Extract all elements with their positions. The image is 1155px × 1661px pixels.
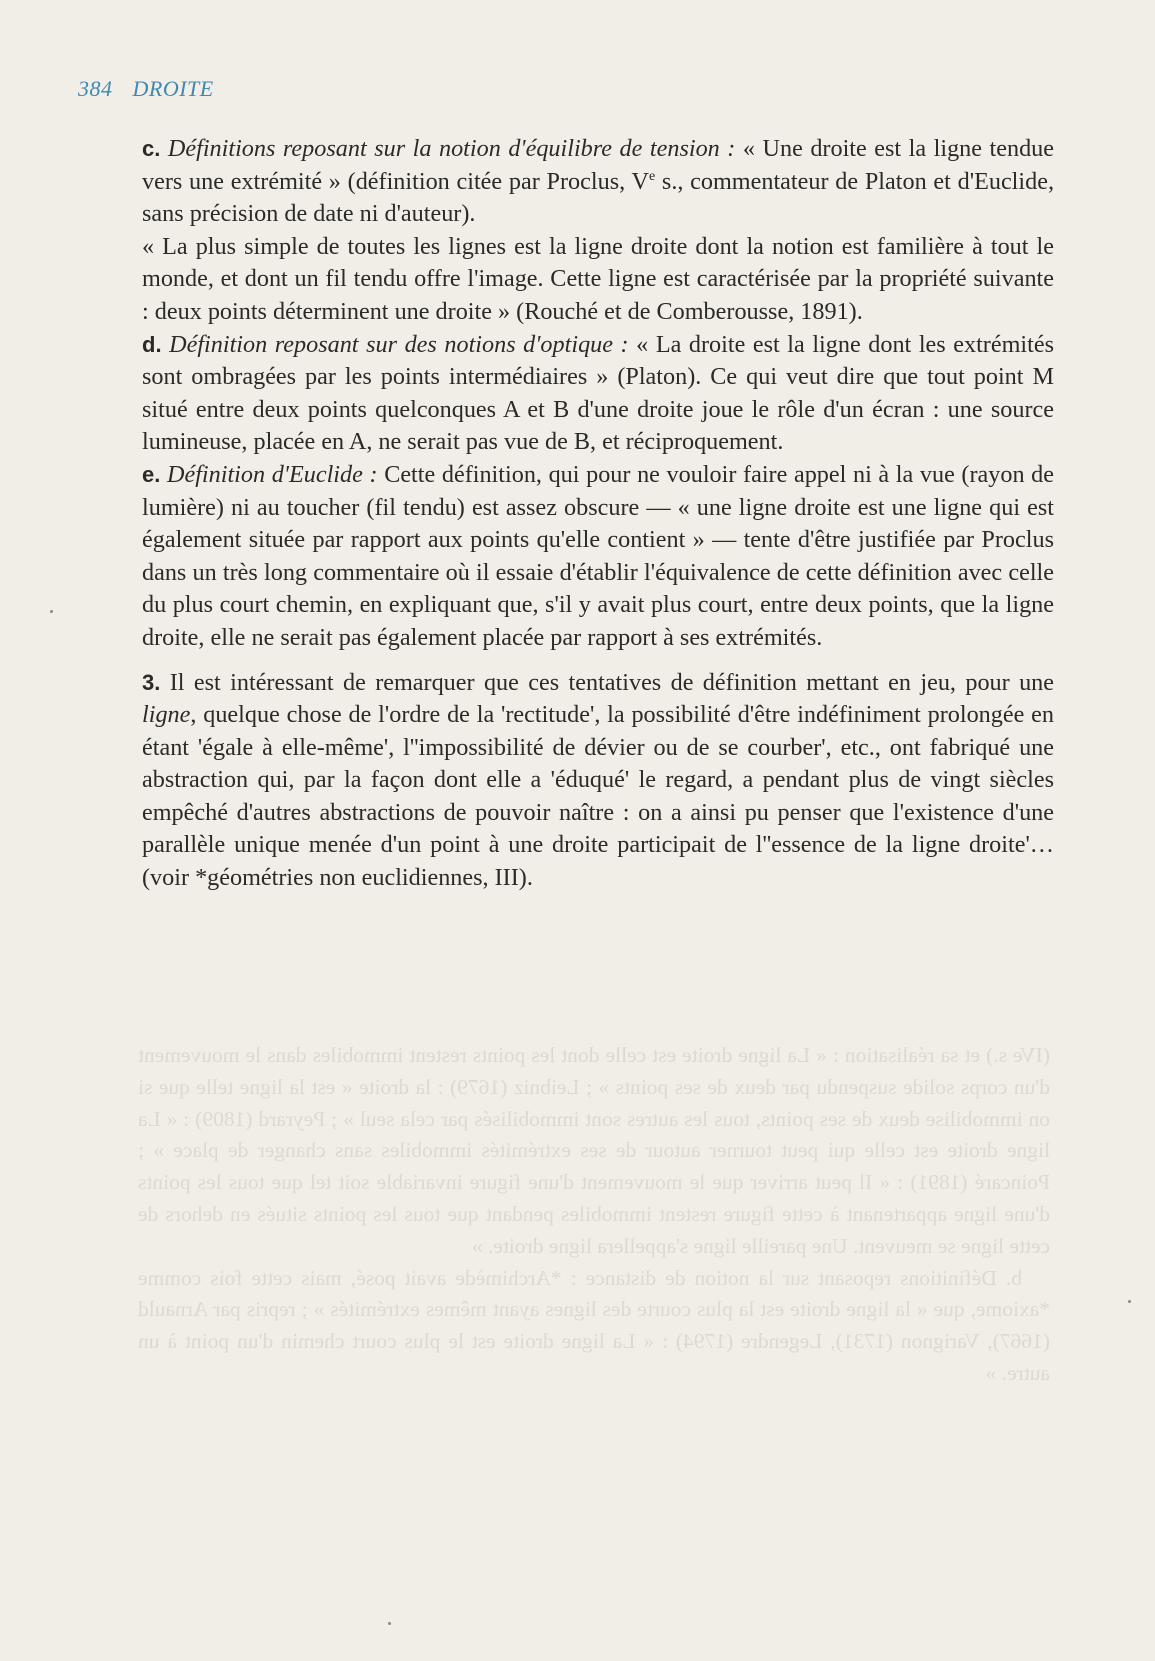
paragraph-text: Il est intéressant de remarquer que ces tentatives de définition mettant en jeu, pour une bbox=[169, 668, 1055, 696]
bleed-paragraph: (IVe s.) et sa réalisation : « La ligne droite est celle dont les points restent immobiles dans le mouvement d'un corps solide suspendu par deux de ses points » ; Leibniz (1679) : la droite « est la ligne telle que si on immobilise deux de ses points, tous les autres sont immobilisés par cela seul » ; Peyrard (1809) : « La ligne droite est celle qui peut tourner autour de ses extrémités immobiles sans changer de place » ; Poincaré (1891) : « Il peut arriver que le mouvement d'une figure invariable soit tel que tous les points d'une ligne appartenant à cette figure restent immobiles pendant que tous les points situés en dehors de cette ligne se meuvent. Une pareille ligne s'appellera ligne droite. » bbox=[138, 1043, 1050, 1258]
page-number: 384 bbox=[78, 76, 113, 101]
paper-speck bbox=[388, 1622, 391, 1625]
paragraph-marker: e. bbox=[142, 461, 161, 487]
paragraph-e bbox=[142, 459, 1054, 655]
paragraph-text: « Une droite est la ligne tendue vers une extrémité » (définition citée par Proclus, V bbox=[142, 135, 1055, 195]
paper-speck bbox=[1128, 1300, 1131, 1303]
paragraph-marker: d. bbox=[142, 331, 162, 357]
paragraph-d bbox=[142, 329, 1054, 459]
paper-speck bbox=[50, 610, 53, 613]
paragraph-heading: Définition d'Euclide : bbox=[167, 460, 378, 488]
section-marker: 3. bbox=[142, 669, 161, 695]
paragraph-heading: Définitions reposant sur la notion d'équilibre de tension : bbox=[167, 135, 736, 162]
paragraph-heading: Définition reposant sur des notions d'optique : bbox=[169, 330, 629, 358]
running-title: DROITE bbox=[132, 76, 214, 101]
paragraph-c bbox=[142, 133, 1054, 231]
paragraph-text: , quelque chose de l'ordre de la 'rectitude', la possibilité d'être indéfiniment prolongée en étant 'égale à elle-même', l''impossibilité de dévier ou de se courber', etc., ont fabriqué une abstraction qui, par la façon dont elle a 'éduqué' le regard, a pendant plus de vingt siècles empêché d'autres abstractions de pouvoir naître : on a ainsi pu penser que l'existence d'une parallèle unique menée d'un point à une droite participait de l''essence de la ligne droite'… (voir *géométries non euclidiennes, III). bbox=[142, 701, 1054, 892]
bleed-paragraph: b. Définitions reposant sur la notion de distance : *Archimède avait posé, mais cette fois comme *axiome, que « la ligne droite est la plus courte des lignes ayant mêmes extrémités » ; repris par Arnauld (1667), Varignon (1731), Legendre (1794) : « La ligne droite est le plus court chemin d'un point à un autre. » bbox=[138, 1265, 1050, 1385]
paragraph-marker: c. bbox=[142, 136, 161, 161]
paragraph-text: s., commentateur de Platon et d'Euclide, sans précision de date ni d'auteur). bbox=[142, 167, 1054, 228]
paragraph-text: « La droite est la ligne dont les extrémités sont ombragées par les points intermédiaires » (Platon). Ce qui veut dire que tout point M situé entre deux points quelconques A et B d'une droite joue le rôle d'un écran : une source lumineuse, placée en A, ne serait pas vue de B, et réciproquement. bbox=[142, 330, 1054, 456]
running-head bbox=[78, 76, 214, 102]
bleed-through-text bbox=[138, 1040, 1050, 1390]
paragraph-c-quote: « La plus simple de toutes les lignes est la ligne droite dont la notion est familière à tout le monde, et dont un fil tendu offre l'image. Cette ligne est caractérisée par la propriété suivante : deux points déterminent une droite » (Rouché et de Comberousse, 1891). bbox=[142, 232, 1054, 325]
main-text bbox=[142, 133, 1054, 895]
paragraph-text: Cette définition, qui pour ne vouloir faire appel ni à la vue (rayon de lumière) ni au toucher (fil tendu) est assez obscure — « une ligne droite est une ligne qui est également située par rapport aux points qu'elle contient » — tente d'être justifiée par Proclus dans un très long commentaire où il essaie d'établir l'équivalence de cette définition avec celle du plus court chemin, en expliquant que, s'il y avait plus court, entre deux points, que la ligne droite, elle ne serait pas également placée par rapport à ses extrémités. bbox=[142, 460, 1055, 651]
emphasis: ligne bbox=[142, 701, 191, 729]
superscript: e bbox=[648, 168, 656, 184]
section-3 bbox=[142, 667, 1054, 895]
